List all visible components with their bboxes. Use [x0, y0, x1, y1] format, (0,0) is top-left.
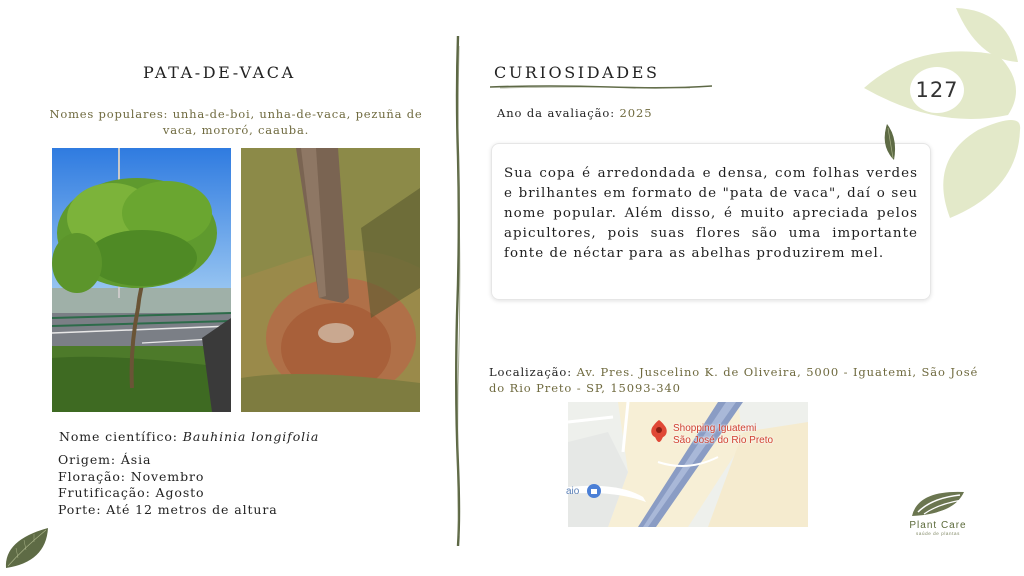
plant-care-logo-icon: [908, 486, 968, 518]
leaf-icon: [2, 526, 50, 570]
popular-names: [34, 106, 438, 138]
map-pin-label: [673, 423, 773, 447]
trunk-photo: [241, 148, 420, 412]
plant-facts: [58, 452, 278, 518]
location: [489, 365, 979, 396]
map-pin-line2: São José do Rio Preto: [673, 435, 774, 446]
evaluation-year-label: Ano da avaliação:: [497, 106, 615, 120]
scientific-name-value: Bauhinia longifolia: [182, 429, 320, 444]
evaluation-year: [497, 106, 652, 120]
location-label: Localização:: [489, 365, 573, 379]
location-map[interactable]: [568, 402, 808, 527]
popular-names-value: unha-de-boi, unha-de-vaca, pezuña de vaca, mororó, caauba.: [162, 107, 423, 137]
page-number: 127: [910, 67, 964, 113]
description-text: Sua copa é arredondada e densa, com folhas verdes e brilhantes em formato de "pata de vaca", daí o seu nome popular. Além disso, é muito apreciada pelos apicultores, pois suas flores são uma importante fonte de néctar para as abelhas produzirem mel.: [504, 166, 918, 261]
title-underline: [490, 84, 712, 90]
tree-photo: [52, 148, 231, 412]
scientific-name-label: Nome científico:: [59, 429, 178, 444]
map-side-label: aio: [566, 486, 580, 497]
fact-fruiting: Frutificação: Agosto: [58, 485, 205, 500]
section-title: CURIOSIDADES: [494, 63, 660, 82]
popular-names-label: Nomes populares:: [49, 107, 169, 121]
evaluation-year-value: 2025: [619, 106, 653, 120]
brand-tagline: saúde de plantas: [916, 531, 960, 536]
brand-logo: [898, 486, 978, 536]
page-title: PATA-DE-VACA: [143, 63, 296, 82]
map-pin-line1: Shopping Iguatemi: [673, 423, 757, 434]
scientific-name: [59, 429, 319, 444]
fact-origin: Origem: Ásia: [58, 452, 152, 467]
fact-flowering: Floração: Novembro: [58, 468, 205, 484]
column-divider: [452, 36, 464, 546]
brand-name: Plant Care: [909, 520, 967, 531]
fact-size: Porte: Até 12 metros de altura: [58, 501, 278, 517]
location-value: Av. Pres. Juscelino K. de Oliveira, 5000 - Iguatemi, São José do Rio Preto - SP, 15093-340: [489, 365, 979, 395]
